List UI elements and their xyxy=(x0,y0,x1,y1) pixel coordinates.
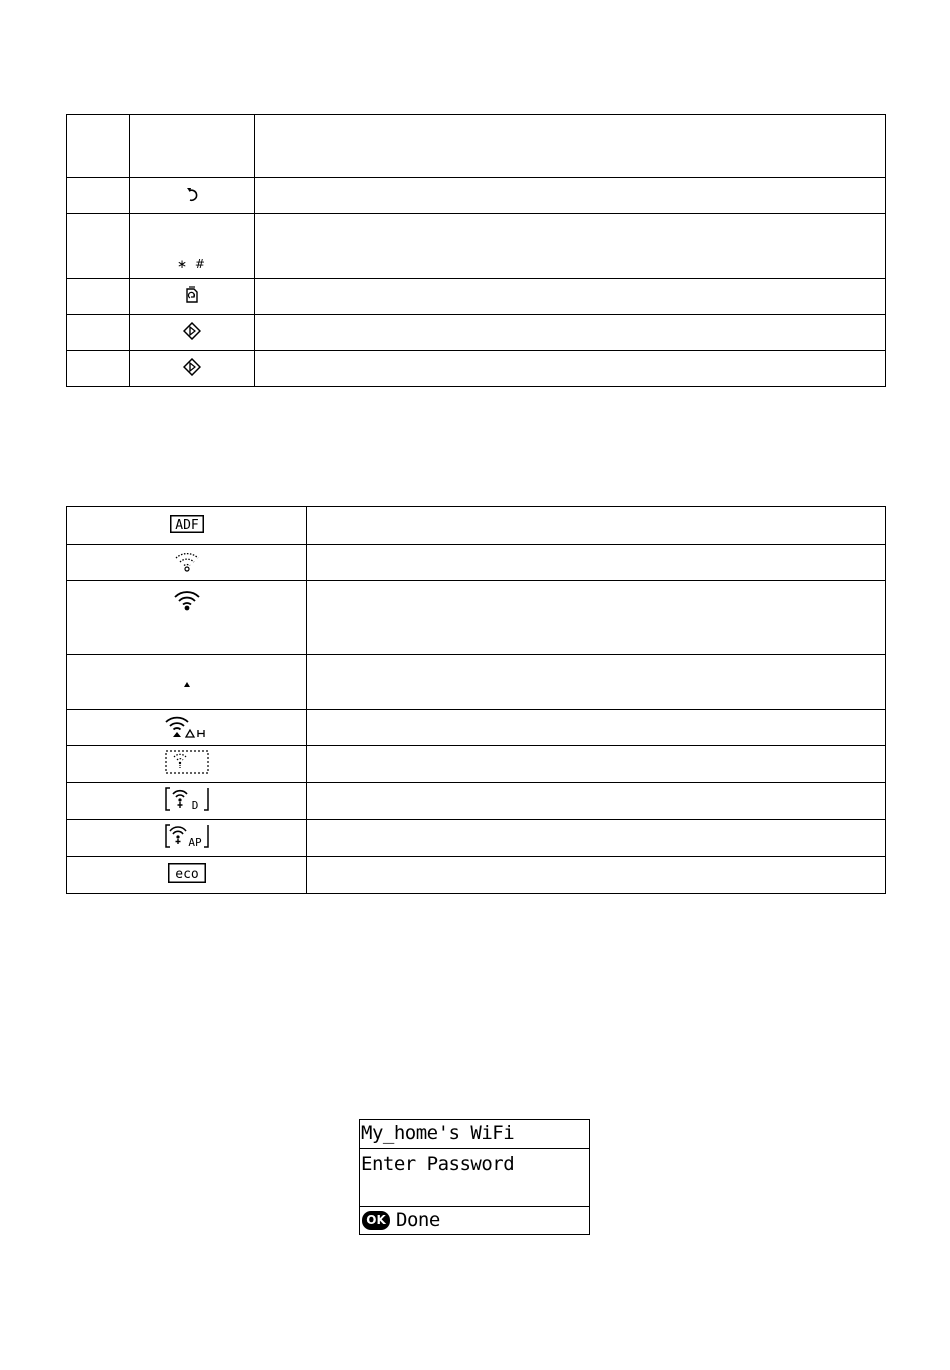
row-number-cell xyxy=(67,351,130,387)
row-number-cell xyxy=(67,115,130,178)
table-row xyxy=(67,581,886,655)
table-row xyxy=(67,507,886,545)
table-row xyxy=(67,115,886,178)
description-cell xyxy=(307,820,886,857)
eco-icon xyxy=(168,863,206,883)
table-row xyxy=(67,351,886,387)
row-number-cell xyxy=(67,315,130,351)
table-row xyxy=(67,655,886,710)
ap-label: AP xyxy=(187,836,202,849)
status-icon-cell xyxy=(67,746,307,783)
status-icon-cell xyxy=(67,507,307,545)
button-icon-cell xyxy=(130,178,255,214)
wifi-searching-icon xyxy=(182,680,192,688)
lcd-screen xyxy=(359,1119,590,1235)
wifi-connected-icon xyxy=(173,589,201,611)
button-icon-cell xyxy=(130,214,255,279)
row-number-cell xyxy=(67,214,130,279)
start-color-icon xyxy=(183,358,201,376)
status-icon-cell xyxy=(67,783,307,820)
description-cell xyxy=(255,178,886,214)
wifi-adhoc-icon xyxy=(164,713,210,739)
description-cell xyxy=(255,279,886,315)
row-number-cell xyxy=(67,279,130,315)
control-panel-buttons-table xyxy=(66,114,886,387)
wifi-ap-icon xyxy=(165,823,209,849)
button-icon-cell xyxy=(130,351,255,387)
table-row xyxy=(67,783,886,820)
status-icon-cell xyxy=(67,655,307,710)
status-icon-cell xyxy=(67,581,307,655)
description-cell xyxy=(255,115,886,178)
direct-label: D xyxy=(191,799,198,812)
description-cell xyxy=(255,214,886,279)
description-cell xyxy=(255,315,886,351)
description-cell xyxy=(307,507,886,545)
table-row xyxy=(67,857,886,894)
back-arrow-icon xyxy=(185,186,199,202)
lcd-prompt: Enter Password xyxy=(361,1153,515,1175)
button-icon-cell xyxy=(130,315,255,351)
start-bw-icon xyxy=(183,322,201,340)
status-icon-cell xyxy=(67,545,307,581)
status-icons-table xyxy=(66,506,886,894)
wifi-disconnected-icon xyxy=(174,550,200,572)
lcd-ssid: My_home's WiFi xyxy=(361,1122,515,1144)
table-row xyxy=(67,710,886,746)
wifi-direct-off-icon xyxy=(165,749,209,775)
adf-icon xyxy=(170,515,204,533)
lcd-footer xyxy=(360,1206,589,1234)
lcd-header xyxy=(360,1120,589,1149)
table-row xyxy=(67,545,886,581)
table-row xyxy=(67,820,886,857)
status-icon-cell xyxy=(67,820,307,857)
table-row xyxy=(67,279,886,315)
button-icon-cell xyxy=(130,115,255,178)
table-row xyxy=(67,315,886,351)
lcd-done-label: Done xyxy=(396,1209,440,1231)
keypad-symbols: ∗ # xyxy=(177,257,207,271)
eco-label: eco xyxy=(174,867,199,882)
table-row xyxy=(67,214,886,279)
description-cell xyxy=(307,746,886,783)
description-cell xyxy=(307,783,886,820)
status-icon-cell xyxy=(67,857,307,894)
description-cell xyxy=(307,710,886,746)
row-number-cell xyxy=(67,178,130,214)
status-icon-cell xyxy=(67,710,307,746)
description-cell xyxy=(307,581,886,655)
description-cell xyxy=(307,545,886,581)
clear-icon xyxy=(185,286,199,304)
description-cell xyxy=(255,351,886,387)
description-cell xyxy=(307,857,886,894)
table-row xyxy=(67,178,886,214)
description-cell xyxy=(307,655,886,710)
table-row xyxy=(67,746,886,783)
ok-button[interactable]: OK xyxy=(362,1211,390,1230)
button-icon-cell xyxy=(130,279,255,315)
adf-label: ADF xyxy=(174,517,199,533)
wifi-direct-icon xyxy=(165,786,209,812)
